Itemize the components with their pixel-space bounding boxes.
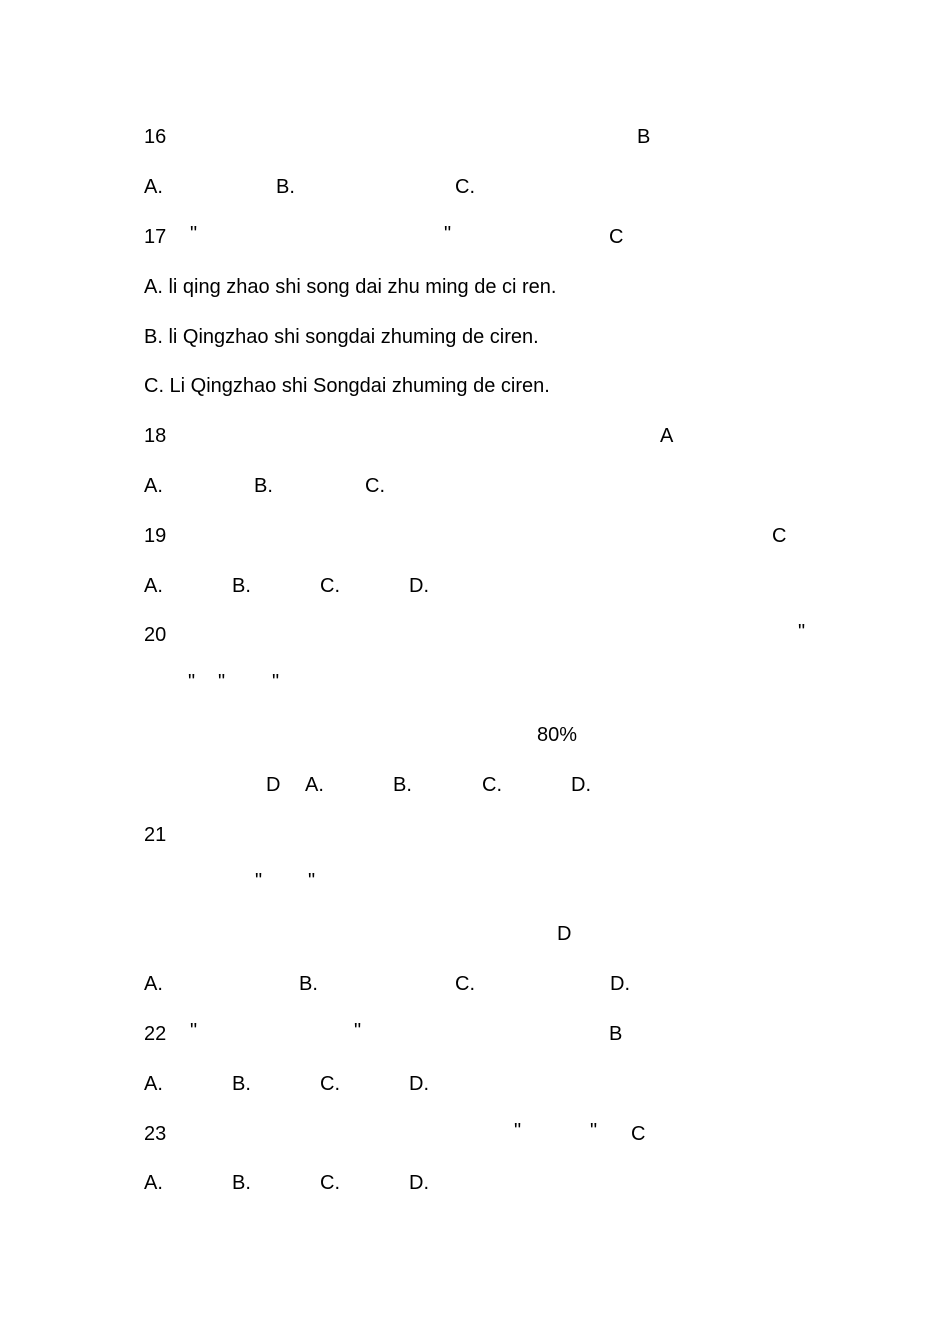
option-c: C. <box>365 475 385 497</box>
quote-mark: " <box>255 870 263 892</box>
quote-mark: " <box>590 1120 598 1142</box>
quote-mark: " <box>188 671 196 693</box>
quote-mark: " <box>444 223 452 245</box>
option-c: C. <box>455 176 475 198</box>
question-number: 18 <box>144 425 167 447</box>
option-b: B. <box>232 575 251 597</box>
option-d: D. <box>610 973 630 995</box>
answer-key: B <box>609 1023 623 1045</box>
option-b: B. <box>299 973 318 995</box>
option-b: B. <box>393 774 412 796</box>
answer-key: C <box>631 1123 646 1145</box>
quote-mark: " <box>308 870 316 892</box>
option-b: B. <box>232 1073 251 1095</box>
option-a: A. <box>144 475 163 497</box>
quote-mark: " <box>190 223 198 245</box>
option-b: B. <box>254 475 273 497</box>
question-number: 16 <box>144 126 167 148</box>
option-a: A. <box>144 1073 163 1095</box>
option-c: C. <box>320 575 340 597</box>
option-a: A. <box>144 1172 163 1194</box>
quote-mark: " <box>798 621 806 643</box>
option-b: B. <box>276 176 295 198</box>
answer-key: B <box>637 126 651 148</box>
option-d: D. <box>409 1172 429 1194</box>
option-d: D. <box>409 1073 429 1095</box>
question-number: 17 <box>144 226 167 248</box>
option-c: C. <box>320 1073 340 1095</box>
answer-key: C <box>609 226 624 248</box>
quote-mark: " <box>514 1120 522 1142</box>
question-number: 19 <box>144 525 167 547</box>
quote-mark: " <box>354 1020 362 1042</box>
answer-key: D <box>557 923 572 945</box>
option-c: C. Li Qingzhao shi Songdai zhuming de ciren. <box>144 375 550 397</box>
option-a: A. <box>144 973 163 995</box>
option-a: A. <box>305 774 324 796</box>
option-d: D. <box>409 575 429 597</box>
question-number: 23 <box>144 1123 167 1145</box>
answer-key: D <box>266 774 281 796</box>
question-number: 22 <box>144 1023 167 1045</box>
quote-mark: " <box>218 671 226 693</box>
percentage: 80% <box>537 724 578 746</box>
option-c: C. <box>455 973 475 995</box>
option-a: A. <box>144 575 163 597</box>
option-d: D. <box>571 774 591 796</box>
option-a: A. li qing zhao shi song dai zhu ming de ci ren. <box>144 276 557 298</box>
answer-key: C <box>772 525 787 547</box>
option-b: B. <box>232 1172 251 1194</box>
quote-mark: " <box>190 1020 198 1042</box>
question-number: 20 <box>144 624 167 646</box>
option-c: C. <box>320 1172 340 1194</box>
option-a: A. <box>144 176 163 198</box>
answer-key: A <box>660 425 674 447</box>
option-b: B. li Qingzhao shi songdai zhuming de ciren. <box>144 326 539 348</box>
quote-mark: " <box>272 671 280 693</box>
question-number: 21 <box>144 824 167 846</box>
option-c: C. <box>482 774 502 796</box>
